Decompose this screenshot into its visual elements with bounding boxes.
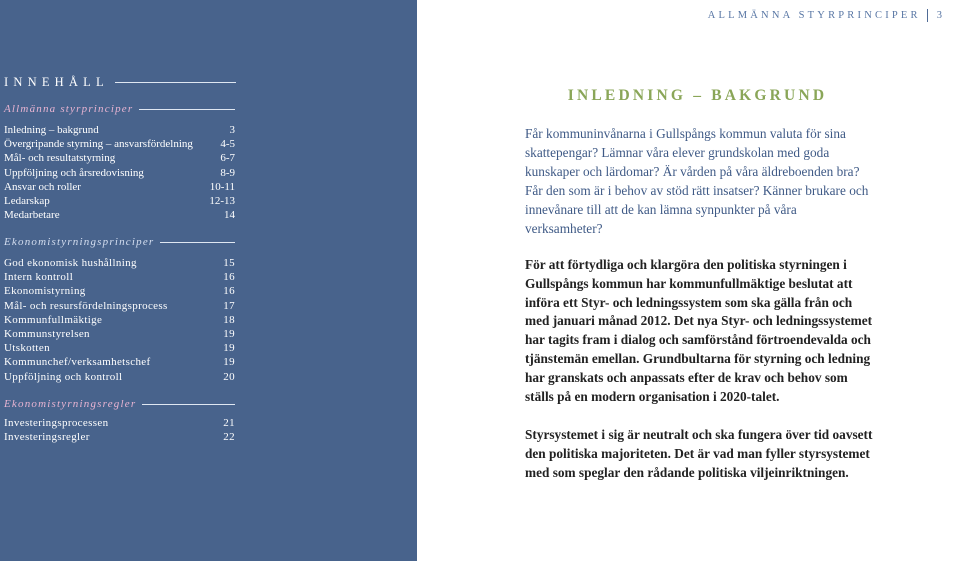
toc-section-title: Ekonomistyrningsregler [4, 398, 137, 410]
running-title: ALLMÄNNA STYRPRINCIPER [707, 9, 921, 21]
toc-item[interactable] [4, 166, 235, 180]
toc-section-heading [4, 103, 235, 115]
toc-item[interactable] [4, 284, 235, 298]
toc-item-page: 18 [223, 313, 235, 326]
toc-item[interactable] [4, 208, 235, 222]
toc-section-list [4, 416, 235, 444]
toc-item-page: 22 [223, 431, 235, 444]
toc-item[interactable] [4, 327, 235, 341]
body-paragraph [525, 256, 875, 406]
toc-item-label: God ekonomisk hushållning [4, 257, 137, 269]
toc-item-label: Kommunchef/verksamhetschef [4, 356, 151, 369]
toc-section-list [4, 123, 235, 222]
toc-item-label: Övergripande styrning – ansvarsfördelning [4, 138, 193, 151]
toc-item-page: 6-7 [220, 152, 235, 165]
toc-item-page: 17 [223, 299, 235, 312]
page-title: INLEDNING – BAKGRUND [567, 87, 828, 104]
toc-item-label: Ansvar och roller [4, 180, 81, 193]
intro-paragraph: Får kommuninvånarna i Gullspångs kommun valuta för sina skattepengar? Lämnar våra elever grundskolan med goda kunskaper och lärdomar? Är vården på våra äldreboenden bra? Får den som är i behov av stöd rätt insatser? Känner brukare och innevånare till att de kan lämna synpunkter på våra verksamheter? [525, 126, 869, 236]
toc-section-heading [4, 398, 235, 410]
toc-item[interactable] [4, 256, 235, 270]
toc-item-page: 12-13 [209, 194, 235, 207]
toc-section-title: Ekonomistyrningsprinciper [4, 236, 155, 248]
toc-item-label: Ledarskap [4, 194, 50, 207]
toc-item-page: 21 [223, 417, 235, 429]
toc-item[interactable] [4, 151, 235, 165]
toc-item-label: Investeringsprocessen [4, 417, 109, 429]
toc-item-label: Medarbetare [4, 209, 60, 222]
toc-item[interactable] [4, 180, 235, 194]
toc-item[interactable] [4, 370, 235, 384]
toc-item-page: 4-5 [220, 138, 235, 151]
toc-item-page: 19 [223, 327, 235, 340]
toc-item-page: 14 [224, 209, 235, 222]
toc-item[interactable] [4, 313, 235, 327]
toc-title-text: INNEHÅLL [4, 75, 109, 89]
page-number: 3 [936, 9, 942, 21]
toc-item-page: 19 [223, 342, 235, 355]
toc-item[interactable] [4, 137, 235, 151]
toc-item-page: 15 [223, 257, 235, 269]
divider [115, 82, 236, 83]
toc-item-label: Uppföljning och årsredovisning [4, 166, 144, 179]
toc-item-label: Investeringsregler [4, 431, 90, 444]
toc-item[interactable] [4, 430, 235, 444]
toc-heading [4, 75, 236, 90]
toc-item-page: 19 [223, 356, 235, 369]
toc-section-title: Allmänna styrprinciper [4, 103, 134, 115]
toc-item-page: 10-11 [209, 180, 235, 193]
toc-item-page: 16 [223, 271, 235, 284]
toc-item[interactable] [4, 270, 235, 284]
toc-item-label: Kommunstyrelsen [4, 327, 90, 340]
toc-section-heading [4, 236, 235, 248]
toc-item-label: Ekonomistyrning [4, 285, 86, 298]
toc-item[interactable] [4, 341, 235, 355]
divider [927, 9, 928, 22]
toc-item-label: Intern kontroll [4, 271, 74, 284]
toc-item[interactable] [4, 355, 235, 369]
toc-item[interactable] [4, 416, 235, 430]
toc-item-label: Utskotten [4, 342, 50, 355]
paragraph-text: Styrsystemet i sig är neutralt och ska fungera över tid oavsett den politiska majoriteten. Det är vad man fyller styrsystemet med som speglar den rådande politiska viljeinriktningen. [525, 427, 873, 480]
toc-item-label: Kommunfullmäktige [4, 313, 103, 326]
toc-item[interactable] [4, 299, 235, 313]
toc-item-label: Inledning – bakgrund [4, 124, 99, 136]
toc-item-label: Uppföljning och kontroll [4, 370, 123, 383]
toc-item-page: 8-9 [220, 166, 235, 179]
toc-panel [0, 0, 417, 561]
paragraph-text: För att förtydliga och klargöra den politiska styrningen i Gullspångs kommun har kommunfullmäktige beslutat att införa ett Styr- och ledningssystem som ska gälla från och med januari månad 2012. Det nya Styr- och ledningssystemet har tagits fram i dialog och samförstånd förtroendevalda och tjänstemän emellan. Grundbultarna för styrning och ledning har granskats och anpassats efter de krav och behov som ställs på en modern organisation i 2020-talet. [525, 257, 873, 404]
running-header [708, 8, 942, 22]
toc-item-page: 16 [223, 285, 235, 298]
toc-item-label: Mål- och resursfördelningsprocess [4, 299, 168, 312]
toc-item[interactable] [4, 123, 235, 137]
toc-item[interactable] [4, 194, 235, 208]
divider [142, 404, 235, 405]
toc-item-label: Mål- och resultatstyrning [4, 152, 116, 165]
toc-item-page: 3 [229, 124, 235, 136]
toc-item-page: 20 [223, 370, 235, 383]
toc-section-list [4, 256, 235, 384]
body-paragraph [525, 426, 875, 482]
divider [139, 109, 235, 110]
divider [160, 242, 235, 243]
